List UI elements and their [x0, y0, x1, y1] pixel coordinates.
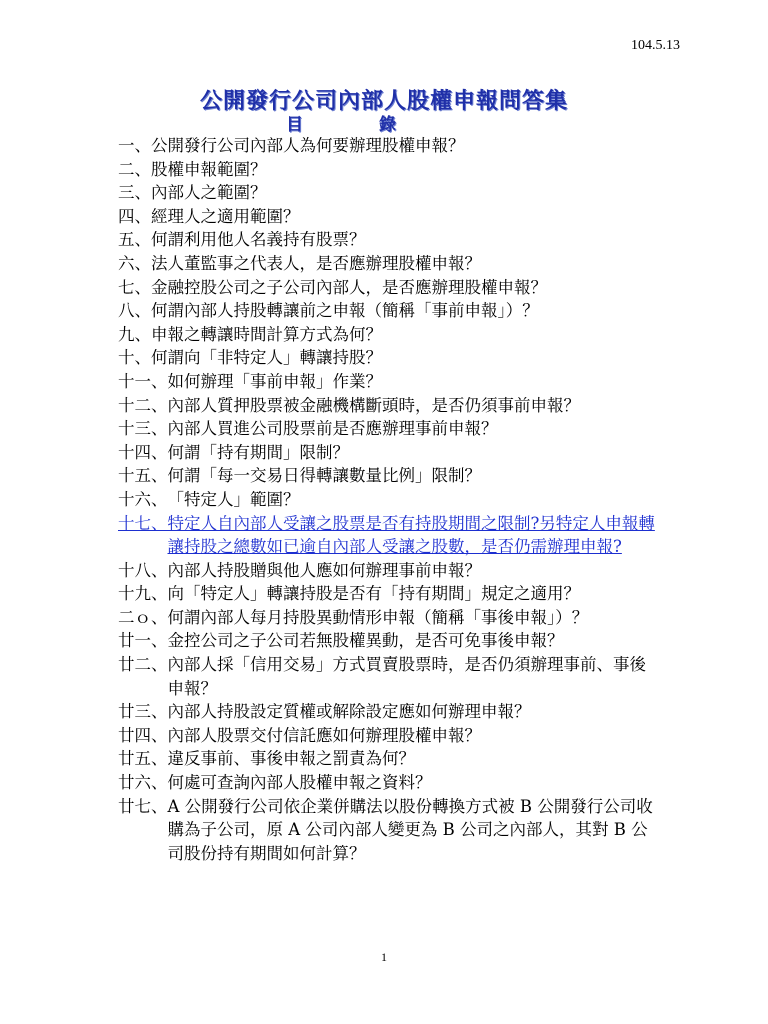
toc-item-number: 十二、: [118, 395, 168, 415]
toc-item: [118, 795, 658, 866]
toc-item: [118, 724, 658, 748]
toc-item-number: 十九、: [118, 584, 168, 604]
toc-item-number: 八、: [118, 301, 151, 321]
toc-item: [118, 370, 658, 394]
toc-item: [118, 205, 658, 229]
toc-item-number: 廿六、: [118, 773, 168, 793]
toc-item-text: 申報之轉讓時間計算方式為何？: [151, 324, 382, 344]
toc-item: [118, 653, 658, 700]
toc-item-number: 廿五、: [118, 749, 168, 769]
toc-item: [118, 582, 658, 606]
toc-item-text: 金控公司之子公司若無股權異動，是否可免事後申報？: [167, 631, 564, 651]
toc-item-text: 股權申報範圍？: [151, 159, 267, 179]
toc-item-text: 內部人買進公司股票前是否應辦理事前申報？: [167, 419, 498, 439]
toc-item: [118, 181, 658, 205]
toc-item-number: 六、: [118, 253, 151, 273]
toc-item: [118, 771, 658, 795]
toc-item: [118, 252, 658, 276]
toc-item: [118, 158, 658, 182]
toc-item-text: 內部人股票交付信託應如何辦理股權申報？: [167, 725, 481, 745]
toc-item: [118, 629, 658, 653]
toc-item-text: 內部人持股設定質權或解除設定應如何辦理申報？: [167, 702, 531, 722]
toc-item-number: 十一、: [118, 371, 168, 391]
toc-item: [118, 441, 658, 465]
toc-item: [118, 299, 658, 323]
toc-item: [118, 747, 658, 771]
toc-item-number: 九、: [118, 324, 151, 344]
toc-item: [118, 700, 658, 724]
toc-heading-char-2: 錄: [379, 115, 396, 135]
document-title: 公開發行公司內部人股權申報問答集: [199, 88, 568, 114]
toc-item-number: 五、: [118, 230, 151, 250]
toc-item: [118, 276, 658, 300]
table-of-contents: [118, 134, 658, 865]
toc-heading-char-1: 目: [286, 115, 303, 135]
toc-heading: [286, 110, 396, 135]
toc-item-text: 向「特定人」轉讓持股是否有「持有期間」規定之適用？: [167, 584, 580, 604]
toc-item: [118, 134, 658, 158]
toc-item-text: 金融控股公司之子公司內部人，是否應辦理股權申報？: [151, 277, 547, 297]
toc-item-text: A 公開發行公司依企業併購法以股份轉換方式被 B 公開發行公司收購為子公司，原 A 公司內部人變更為 B 公司之內部人，其對 B 公司股份持有期間如何計算？: [167, 796, 653, 863]
toc-item-text: 內部人採「信用交易」方式買賣股票時，是否仍須辦理事前、事後申報？: [167, 655, 646, 698]
toc-item: [118, 323, 658, 347]
toc-item-text: 何謂內部人持股轉讓前之申報（簡稱「事前申報」）？: [151, 301, 539, 321]
toc-item-text: 內部人質押股票被金融機構斷頭時，是否仍須事前申報？: [167, 395, 580, 415]
toc-item-text: 何謂內部人每月持股異動情形申報（簡稱「事後申報」）？: [167, 607, 589, 627]
document-date: 104.5.13: [631, 38, 680, 53]
toc-item-number: 廿三、: [118, 702, 168, 722]
toc-item[interactable]: [118, 512, 658, 559]
toc-item-text: 經理人之適用範圍？: [151, 206, 300, 226]
toc-item-number: 廿七、: [118, 796, 168, 816]
toc-item-number: 十八、: [118, 560, 168, 580]
toc-item-number: 廿四、: [118, 725, 168, 745]
toc-item-number: 一、: [118, 136, 151, 155]
toc-item-number: 十五、: [118, 466, 168, 486]
toc-item-number: 十六、: [118, 489, 168, 509]
toc-item-text: 何謂「持有期間」限制？: [167, 442, 349, 462]
toc-item: [118, 606, 658, 630]
toc-item-text: 何處可查詢內部人股權申報之資料？: [167, 773, 432, 793]
toc-item-number: 七、: [118, 277, 151, 297]
toc-item: [118, 417, 658, 441]
toc-item-text: 內部人持股贈與他人應如何辦理事前申報？: [167, 560, 481, 580]
toc-item-text: 如何辦理「事前申報」作業？: [167, 371, 382, 391]
toc-item-text: 何謂向「非特定人」轉讓持股？: [151, 348, 382, 368]
toc-item-number: 十三、: [118, 419, 168, 439]
toc-item-number: 十四、: [118, 442, 168, 462]
toc-item-number: 十、: [118, 348, 151, 368]
toc-item-text: 「特定人」範圍？: [167, 489, 300, 509]
toc-item: [118, 228, 658, 252]
toc-item-number: 廿二、: [118, 655, 168, 675]
toc-item: [118, 488, 658, 512]
toc-item-text: 違反事前、事後申報之罰責為何？: [167, 749, 415, 769]
toc-item: [118, 559, 658, 583]
toc-item-text: 法人董監事之代表人，是否應辦理股權申報？: [151, 253, 481, 273]
toc-item-number: 四、: [118, 206, 151, 226]
toc-item: [118, 464, 658, 488]
toc-item-number: 廿一、: [118, 631, 168, 651]
toc-item-text: 公開發行公司內部人為何要辦理股權申報？: [151, 136, 465, 155]
toc-item-number: 二ｏ、: [118, 607, 168, 627]
toc-item-number: 三、: [118, 183, 151, 203]
toc-item-text: 何謂利用他人名義持有股票？: [151, 230, 366, 250]
toc-item: [118, 394, 658, 418]
toc-item-number: 十七、: [118, 513, 168, 533]
toc-item-text[interactable]: 特定人自內部人受讓之股票是否有持股期間之限制?另特定人申報轉讓持股之總數如已逾自內部人受讓之股數，是否仍需辦理申報?: [167, 513, 655, 557]
toc-item-text: 何謂「每一交易日得轉讓數量比例」限制？: [167, 466, 481, 486]
toc-item-number: 二、: [118, 159, 151, 179]
page-number: 1: [381, 950, 387, 964]
toc-item: [118, 346, 658, 370]
toc-item-text: 內部人之範圍？: [151, 183, 267, 203]
